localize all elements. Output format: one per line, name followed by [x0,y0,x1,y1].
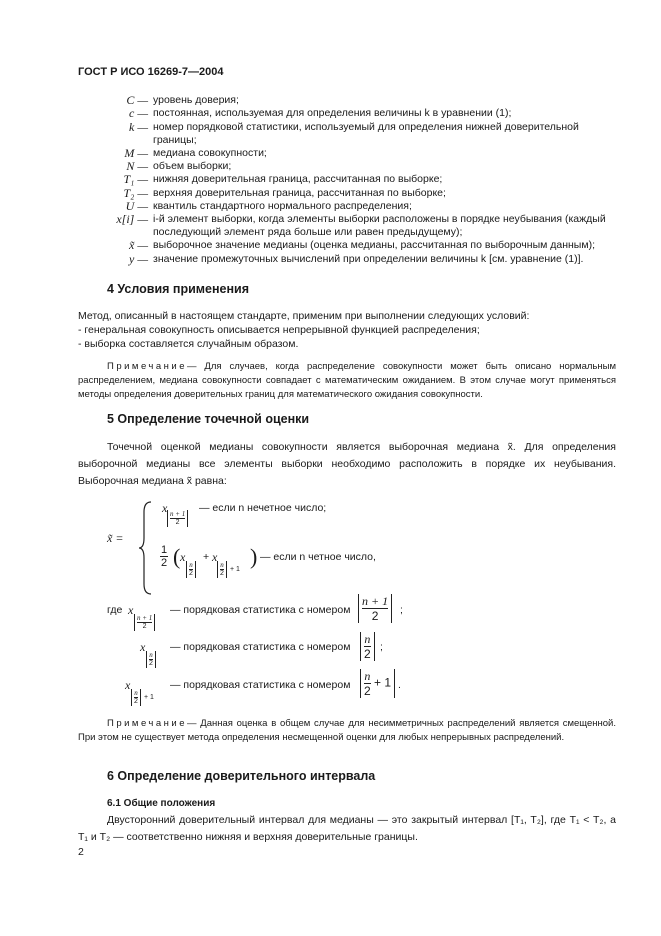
case2-condition: — если n четное число, [260,551,376,563]
condition-item: - генеральная совокупность описывается непрерывной функцией распределения; [78,324,480,336]
symbol-name: T₂ — [123,186,148,200]
symbol-desc: i-й элемент выборки, когда элементы выборки расположены в порядке неубывания (каждый последующий элемент ряда больше или равен предыдущему); [153,213,606,238]
where3-x: x [125,678,131,692]
case2-plus: + [203,551,210,563]
symbol-desc: уровень доверия; [153,94,239,106]
symbol-name: c — [129,106,148,120]
symbol-desc: медиана совокупности; [153,147,267,159]
symbol-desc: значение промежуточных вычислений при определении величины k [см. уравнение (1)]. [153,253,584,265]
symbol-desc: нижняя доверительная граница, рассчитанная по выборке; [153,173,443,185]
where3-number: $\frac{n}{2}$ + 1 [360,669,395,698]
symbol-desc: выборочное значение медианы (оценка медианы, рассчитанная по выборочным данным); [153,239,595,251]
where2-number: n 2 [360,632,375,661]
case2-x2: x [212,550,218,564]
where1-semicolon: ; [400,604,403,616]
symbol-name: N — [126,159,148,173]
formula-brace [138,500,154,596]
where-label: где [107,604,123,616]
symbol-name: x̃ — [129,238,148,252]
case2-index2: n 2 [217,561,227,578]
section-6-heading: 6 Определение доверительного интервала [107,769,376,783]
symbol-name: M — [124,146,148,160]
where3-text: — порядковая статистика с номером [170,679,351,691]
section-6-paragraph: Двусторонний доверительный интервал для медианы — это закрытый интервал [T₁, T₂], где T₁ < T₂, а T₁ и T₂ — соответственно нижняя и верхняя доверительные границы. [78,814,616,843]
note-label: Примечание [107,361,187,372]
symbol-name: k — [129,120,148,134]
symbol-desc: объем выборки; [153,160,232,172]
symbol-name: C — [126,93,148,107]
case2-half: 1 2 [161,544,168,569]
note-label: Примечание [107,718,187,729]
formula-lhs: x̃ = [107,531,124,545]
where1-number: n + 1 2 [358,594,392,623]
where3-index: n 2 [131,689,141,706]
symbol-desc: номер порядковой статистики, используемый для определения нижней доверительной границы; [153,121,579,146]
symbol-name: T₁ — [123,172,148,186]
case2-x1: x [180,550,186,564]
case2-index1: n 2 [186,561,196,578]
case2-lparen: ( [173,544,181,569]
case2-index2-plus: + 1 [230,566,240,573]
condition-item: - выборка составляется случайным образом. [78,338,299,350]
section-5-heading: 5 Определение точечной оценки [107,412,310,426]
subsection-6-1-heading: 6.1 Общие положения [107,798,216,809]
document-header: ГОСТ Р ИСО 16269-7—2004 [78,66,224,78]
case1-x: x [162,501,168,515]
symbol-name: U — [125,199,148,213]
case1-condition: — если n нечетное число; [199,502,327,514]
section-5-paragraph: Точечной оценкой медианы совокупности является выборочная медиана x̃. Для определения выборочной медианы все элементы выборки необходимо расположить в порядке их неубывания. Выборочная медиана x̃ равна: [78,441,616,487]
where1-text: — порядковая статистика с номером [170,604,351,616]
case1-index: n + 1 2 [167,510,188,527]
symbol-name: y — [129,252,148,266]
symbol-desc: верхняя доверительная граница, рассчитанная по выборке; [153,187,446,199]
where2-index: n 2 [146,651,156,668]
section-4-heading: 4 Условия применения [107,282,250,296]
page-number: 2 [78,846,84,858]
where2-semicolon: ; [380,641,383,653]
where1-index: n + 1 2 [134,614,155,631]
where3-period: . [398,679,401,691]
note-text: — Данная оценка в общем случае для несимметричных распределений является смещенной. При этом не существует метода определения несмещенной оценки для любых непрерывных распределений. [78,718,616,743]
where2-text: — порядковая статистика с номером [170,641,351,653]
note-text: — Для случаев, когда распределение совокупности может быть описано нормальным распределением, медиана совокупности совпадает с математическим ожиданием. В этом случае могут применяться методы определения доверительных границ для математического ожидания совокупности. [78,361,616,400]
case2-rparen: ) [250,544,258,569]
section-4-intro: Метод, описанный в настоящем стандарте, применим при выполнении следующих условий: [78,310,530,322]
symbol-desc: квантиль стандартного нормального распределения; [153,200,412,212]
where3-index-plus: + 1 [144,694,154,701]
where2-x: x [140,640,146,654]
symbol-name: x[i] — [116,212,148,226]
section-4-note [78,360,616,402]
section-5-note [78,717,616,745]
where1-x: x [128,603,134,617]
symbol-desc: постоянная, используемая для определения величины k в уравнении (1); [153,107,512,119]
